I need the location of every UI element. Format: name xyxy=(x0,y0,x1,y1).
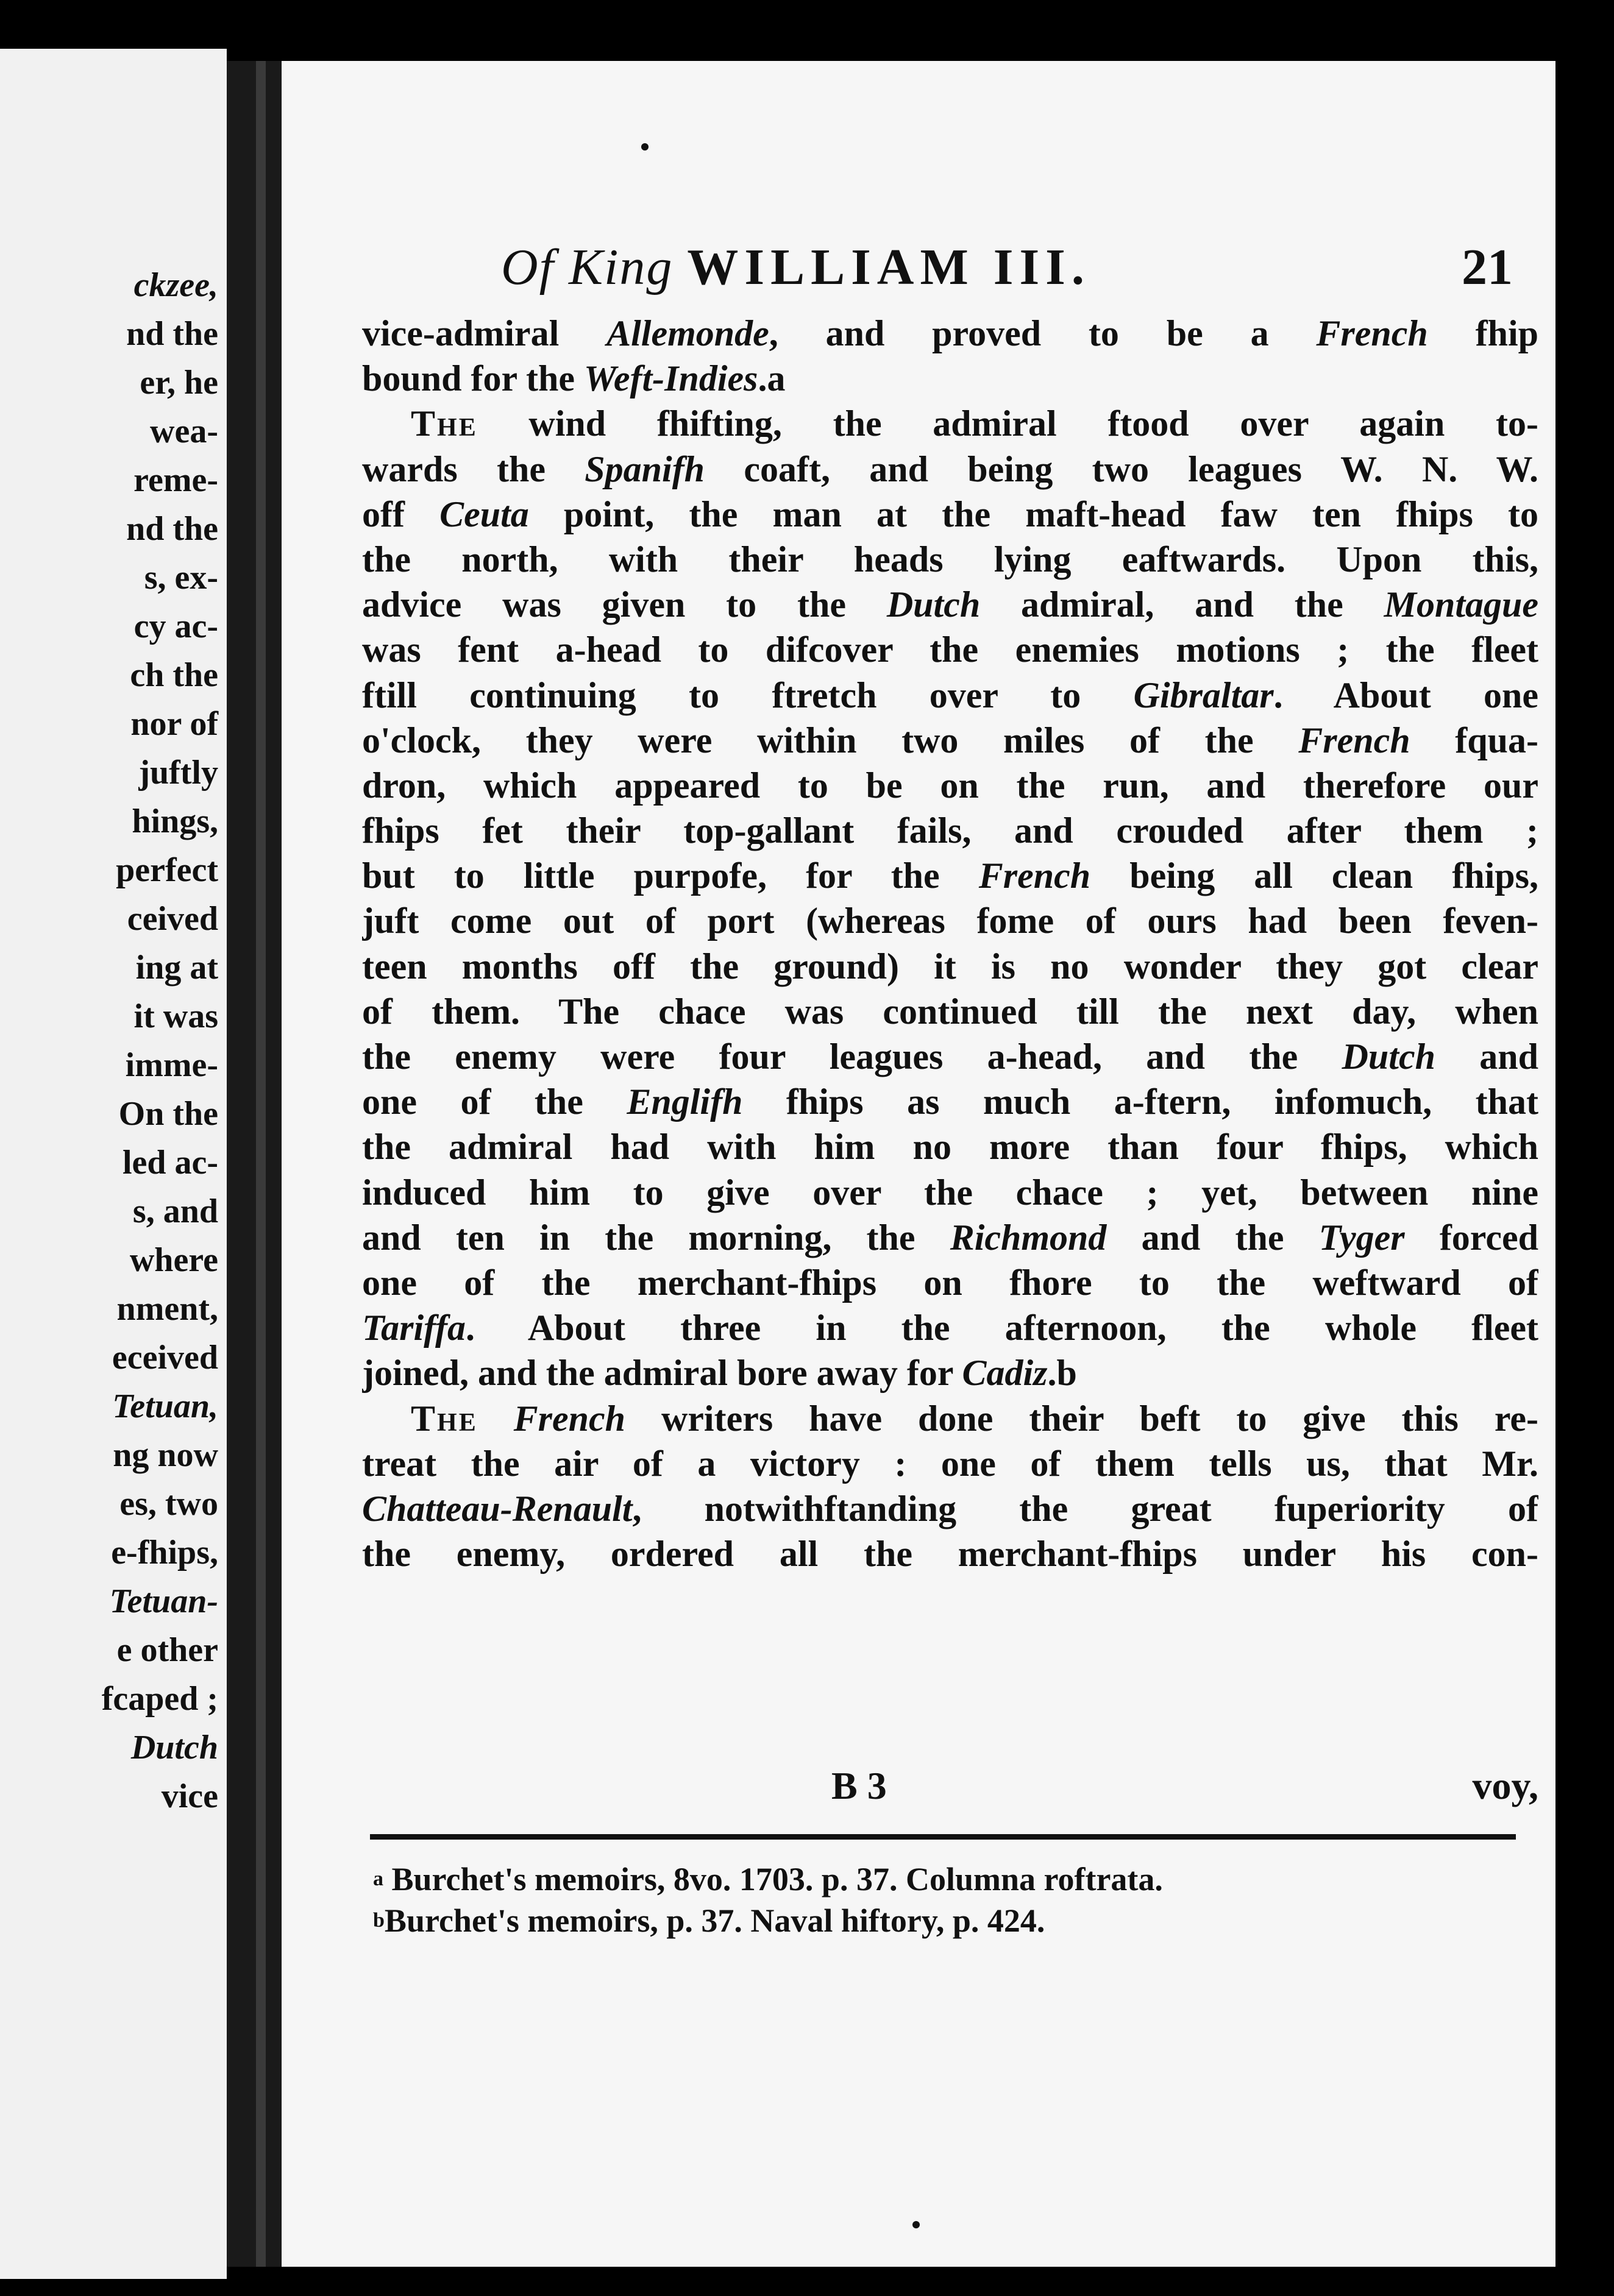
text-run: but to little purpofe, for the xyxy=(362,856,979,896)
text-run: fhips as much a-ftern, infomuch, that xyxy=(742,1082,1538,1122)
italic-term: Tariffa xyxy=(362,1308,466,1348)
italic-term: Chatteau-Renault xyxy=(362,1488,633,1529)
page-number: 21 xyxy=(1462,239,1513,296)
text-line xyxy=(362,627,1538,672)
text-run: writers have done their beft to give this re- xyxy=(625,1398,1538,1439)
catchword: voy, xyxy=(1472,1764,1538,1807)
facing-page-fragment: eceived xyxy=(112,1339,218,1377)
text-run: wind fhifting, the admiral ftood over again to- xyxy=(477,403,1538,444)
text-run: forced xyxy=(1404,1217,1538,1258)
facing-page-fragment: ing at xyxy=(135,949,218,987)
running-header xyxy=(501,238,1513,311)
running-title-name: WILLIAM III. xyxy=(687,239,1090,296)
text-run: induced him to give over the chace ; yet, between nine xyxy=(362,1172,1538,1213)
italic-term: Richmond xyxy=(950,1217,1107,1258)
text-run: one of the merchant-fhips on fhore to the weftward of xyxy=(362,1262,1538,1303)
text-line xyxy=(362,898,1538,943)
text-line xyxy=(362,356,1538,401)
facing-page-fragment: imme- xyxy=(125,1046,218,1084)
footnote-rule xyxy=(370,1834,1516,1840)
facing-page-fragment: fcaped ; xyxy=(101,1680,218,1718)
running-title xyxy=(501,238,1090,297)
text-run: advice was given to the xyxy=(362,584,887,625)
text-run: fhip xyxy=(1427,313,1538,353)
facing-page-fragment: ckzee, xyxy=(133,266,218,304)
italic-term: French xyxy=(1316,313,1428,353)
facing-page-fragment: Tetuan, xyxy=(112,1387,218,1425)
text-line xyxy=(362,808,1538,853)
text-run: of them. The chace was continued till the next day, when xyxy=(362,991,1538,1032)
signature-mark: B 3 xyxy=(831,1764,887,1807)
text-line xyxy=(362,447,1538,492)
text-run: was fent a-head to difcover the enemies motions ; the fleet xyxy=(362,629,1538,670)
text-run: , and proved to be a xyxy=(769,313,1317,353)
footnote-text: Burchet's memoirs, p. 37. Naval hiftory, p. 424. xyxy=(384,1902,1045,1939)
footnotes xyxy=(373,1858,1519,1941)
text-line xyxy=(362,492,1538,537)
text-run: joined, and the admiral bore away for xyxy=(362,1353,962,1394)
text-run: admiral, and the xyxy=(980,584,1384,625)
italic-term: French xyxy=(978,856,1091,896)
text-run xyxy=(478,1398,514,1439)
signature-line xyxy=(362,1763,1538,1812)
text-run: juft come out of port (whereas fome of ours had been feven- xyxy=(362,901,1538,941)
text-run: treat the air of a victory : one of them tells us, that Mr. xyxy=(362,1443,1538,1484)
footnote-mark: b xyxy=(373,1909,385,1932)
text-line xyxy=(362,1170,1538,1215)
text-run: teen months off the ground) it is no wonder they got clear xyxy=(362,946,1538,987)
facing-page-fragment: vice xyxy=(161,1777,218,1815)
facing-page-fragment: er, he xyxy=(140,364,218,402)
facing-page-fragment: On the xyxy=(118,1095,218,1133)
facing-page-fragment: ceived xyxy=(127,900,218,938)
facing-page-fragment: where xyxy=(129,1241,218,1279)
italic-term: Spanifh xyxy=(585,448,705,489)
italic-term: French xyxy=(513,1398,626,1439)
facing-page-fragment: ch the xyxy=(130,656,218,694)
text-run: The xyxy=(411,1398,478,1439)
text-line xyxy=(362,1486,1538,1531)
text-run: .a xyxy=(758,358,786,399)
italic-term: Montague xyxy=(1384,584,1538,625)
text-run: . About one xyxy=(1273,675,1538,715)
text-run: dron, which appeared to be on the run, and therefore our xyxy=(362,765,1538,806)
text-line xyxy=(362,1260,1538,1305)
facing-page-fragment: ng now xyxy=(113,1436,218,1474)
text-line xyxy=(362,1215,1538,1260)
text-run: vice-admiral xyxy=(362,313,607,353)
italic-term: Tyger xyxy=(1318,1217,1405,1258)
text-line xyxy=(362,1034,1538,1079)
text-run: . About three in the afternoon, the whole fleet xyxy=(466,1308,1538,1348)
text-line xyxy=(362,582,1538,627)
text-run: and ten in the morning, the xyxy=(362,1217,950,1258)
text-line xyxy=(362,1079,1538,1124)
text-line xyxy=(362,853,1538,898)
text-line xyxy=(362,1531,1538,1576)
facing-page-fragment: juftly xyxy=(138,754,218,792)
footnote xyxy=(373,1858,1519,1900)
facing-page-fragment: es, two xyxy=(119,1485,218,1523)
facing-page-fragment: Dutch xyxy=(130,1729,218,1766)
footnote-mark: a xyxy=(373,1868,383,1890)
facing-page-fragment: nd the xyxy=(126,315,218,353)
italic-term: French xyxy=(1298,720,1410,760)
italic-term: Weft-Indies xyxy=(583,358,758,399)
text-line xyxy=(362,1350,1538,1395)
text-run: the north, with their heads lying eaftwards. Upon this, xyxy=(362,539,1538,579)
text-run: the enemy were four leagues a-head, and the xyxy=(362,1036,1342,1077)
body-text xyxy=(362,311,1538,1576)
text-run: fqua- xyxy=(1410,720,1538,760)
facing-page-fragment: Tetuan- xyxy=(109,1582,218,1620)
text-line xyxy=(362,1396,1538,1441)
text-line xyxy=(362,1124,1538,1169)
italic-term: Englifh xyxy=(627,1082,743,1122)
facing-page-fragment: led ac- xyxy=(122,1144,218,1182)
facing-page-fragment: nment, xyxy=(116,1290,218,1328)
facing-page-fragment: cy ac- xyxy=(133,608,218,645)
text-line xyxy=(362,401,1538,446)
text-line xyxy=(362,311,1538,356)
text-run: being all clean fhips, xyxy=(1090,856,1538,896)
text-run: off xyxy=(362,494,440,534)
facing-page-fragment: nd the xyxy=(126,510,218,548)
footnote xyxy=(373,1900,1519,1941)
text-line xyxy=(362,989,1538,1034)
ink-speck xyxy=(641,143,649,151)
italic-term: Allemonde xyxy=(606,313,769,353)
text-line xyxy=(362,537,1538,582)
text-line xyxy=(362,1441,1538,1486)
book-page xyxy=(282,61,1555,2267)
book-gutter xyxy=(227,61,282,2267)
text-run: ftill continuing to ftretch over to xyxy=(362,675,1134,715)
text-run: one of the xyxy=(362,1082,627,1122)
text-run: point, the man at the maft-head faw ten fhips to xyxy=(528,494,1538,534)
italic-term: Dutch xyxy=(1342,1036,1435,1077)
facing-page-fragment: s, ex- xyxy=(144,559,218,597)
text-run: and xyxy=(1435,1036,1538,1077)
facing-page-fragment: e-fhips, xyxy=(111,1534,218,1571)
text-run: bound for the xyxy=(362,358,584,399)
text-run: fhips fet their top-gallant fails, and crouded after them ; xyxy=(362,810,1538,851)
facing-page-fragment: e other xyxy=(116,1631,218,1669)
text-run: the admiral had with him no more than four fhips, which xyxy=(362,1127,1538,1167)
text-line xyxy=(362,944,1538,989)
text-line xyxy=(362,718,1538,763)
running-title-prefix: Of King xyxy=(501,239,674,296)
text-line xyxy=(362,673,1538,718)
italic-term: Dutch xyxy=(886,584,981,625)
text-run: .b xyxy=(1047,1353,1077,1394)
ink-speck xyxy=(912,2221,920,2228)
italic-term: Cadiz xyxy=(962,1353,1048,1394)
gutter-edge xyxy=(256,61,266,2267)
text-run: the enemy, ordered all the merchant-fhips under his con- xyxy=(362,1534,1538,1575)
facing-page-fragment: hings, xyxy=(132,803,218,840)
text-run: coaft, and being two leagues W. N. W. xyxy=(705,448,1538,489)
italic-term: Gibraltar xyxy=(1133,675,1274,715)
facing-page-fragment: nor of xyxy=(130,705,218,743)
footnote-text: Burchet's memoirs, 8vo. 1703. p. 37. Columna roftrata. xyxy=(391,1861,1163,1897)
text-run: , notwithftanding the great fuperiority of xyxy=(632,1488,1538,1529)
text-line xyxy=(362,1305,1538,1350)
text-run: wards the xyxy=(362,448,585,489)
facing-page-fragment: s, and xyxy=(132,1192,218,1230)
facing-page-fragment: reme- xyxy=(133,461,218,499)
text-run: The xyxy=(411,403,478,444)
facing-page-fragment: wea- xyxy=(150,413,218,450)
text-run: o'clock, they were within two miles of the xyxy=(362,720,1299,760)
facing-page-left xyxy=(0,49,227,2279)
facing-page-fragment: it was xyxy=(133,997,218,1035)
text-line xyxy=(362,763,1538,808)
italic-term: Ceuta xyxy=(439,494,529,534)
facing-page-fragment: perfect xyxy=(116,851,218,889)
text-run: and the xyxy=(1106,1217,1319,1258)
